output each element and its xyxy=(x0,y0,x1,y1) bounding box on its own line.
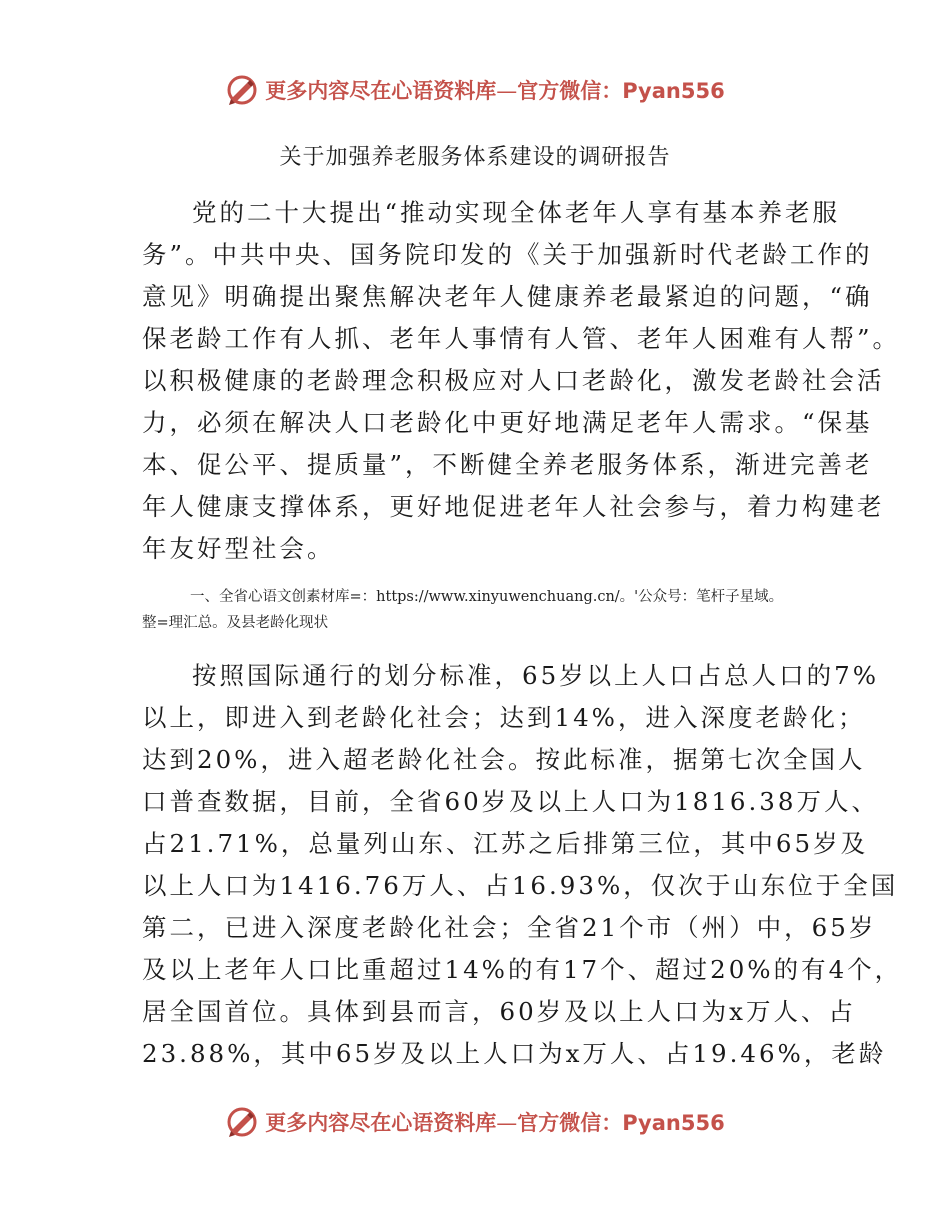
paragraph-line: 以上，即进入到老龄化社会；达到14%，进入深度老龄化； xyxy=(142,703,866,732)
paragraph-line: 党的二十大提出“推动实现全体老年人享有基本养老服 xyxy=(192,198,841,227)
paragraph-line: 保老龄工作有人抓、老年人事情有人管、老年人困难有人帮”。 xyxy=(142,324,901,353)
banner-contact-text: 官方微信：Pyan556 xyxy=(517,79,725,103)
section-heading-note xyxy=(142,584,832,636)
pen-circle-icon xyxy=(225,1105,259,1139)
note-line: 整=理汇总。及县老龄化现状 xyxy=(142,615,329,631)
paragraph-line: 务”。中共中央、国务院印发的《关于加强新时代老龄工作的 xyxy=(142,240,873,269)
paragraph-line: 意见》明确提出聚焦解决老年人健康养老最紧迫的问题，“确 xyxy=(142,282,873,311)
pen-circle-icon xyxy=(225,73,259,107)
paragraph-aging-status xyxy=(142,655,903,1075)
paragraph-intro xyxy=(142,192,901,570)
footer-banner xyxy=(0,1102,950,1142)
paragraph-line: 本、促公平、提质量”，不断健全养老服务体系，渐进完善老 xyxy=(142,450,873,479)
paragraph-line: 以上人口为1416.76万人、占16.93%，仅次于山东位于全国 xyxy=(142,871,899,900)
banner-contact-text: 官方微信：Pyan556 xyxy=(517,1111,725,1135)
paragraph-line: 第二，已进入深度老龄化社会；全省21个市（州）中，65岁 xyxy=(142,913,877,942)
paragraph-line: 居全国首位。具体到县而言，60岁及以上人口为x万人、占 xyxy=(142,997,856,1026)
paragraph-line: 年友好型社会。 xyxy=(142,534,335,563)
paragraph-line: 口普查数据，目前，全省60岁及以上人口为1816.38万人、 xyxy=(142,787,879,816)
paragraph-line: 占21.71%，总量列山东、江苏之后排第三位，其中65岁及 xyxy=(142,829,869,858)
note-line: 一、全省心语文创素材库=：https://www.xinyuwenchuang.cn/。'公众号：笔杆子星域。 xyxy=(190,589,784,605)
paragraph-line: 按照国际通行的划分标准，65岁以上人口占总人口的7% xyxy=(192,661,880,690)
banner-main-text: 更多内容尽在心语资料库 xyxy=(265,1111,497,1135)
banner-main-text: 更多内容尽在心语资料库 xyxy=(265,79,497,103)
paragraph-line: 达到20%，进入超老龄化社会。按此标准，据第七次全国人 xyxy=(142,745,866,774)
banner-text xyxy=(265,1107,724,1137)
banner-dash: — xyxy=(496,79,518,103)
banner-dash: — xyxy=(496,1111,518,1135)
paragraph-line: 年人健康支撑体系，更好地促进老年人社会参与，着力构建老 xyxy=(142,492,885,521)
paragraph-line: 力，必须在解决人口老龄化中更好地满足老年人需求。“保基 xyxy=(142,408,873,437)
header-banner xyxy=(0,70,950,110)
paragraph-line: 以积极健康的老龄理念积极应对人口老龄化，激发老龄社会活 xyxy=(142,366,885,395)
paragraph-line: 23.88%，其中65岁及以上人口为x万人、占19.46%，老龄 xyxy=(142,1039,887,1068)
banner-text xyxy=(265,75,724,105)
paragraph-line: 及以上老年人口比重超过14%的有17个、超过20%的有4个， xyxy=(142,955,903,984)
document-title: 关于加强养老服务体系建设的调研报告 xyxy=(279,145,671,170)
